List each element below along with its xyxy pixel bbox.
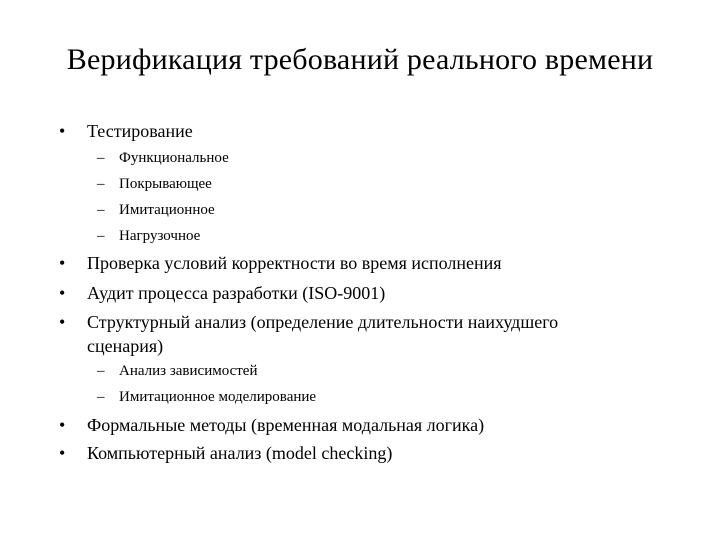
bullet-icon: • xyxy=(59,312,66,332)
bullet-icon: • xyxy=(59,443,66,463)
bullet-text: Структурный анализ (определение длительности наихудшего xyxy=(87,312,559,332)
bullet-text: Компьютерный анализ (model checking) xyxy=(87,443,393,463)
bullet-icon: • xyxy=(59,121,66,141)
bullet-text: Тестирование xyxy=(87,121,193,141)
bullet-text-continuation: сценария) xyxy=(87,336,164,356)
bullet-icon: • xyxy=(59,283,66,303)
dash-icon: – xyxy=(97,176,105,192)
sub-item-text: Функциональное xyxy=(119,150,229,166)
dash-icon: – xyxy=(97,228,105,244)
slide-title: Верификация требований реального времени xyxy=(66,43,654,76)
bullet-text: Аудит процесса разработки (ISO-9001) xyxy=(87,283,386,303)
bullet-text: Формальные методы (временная модальная логика) xyxy=(87,415,485,435)
dash-icon: – xyxy=(97,202,105,218)
bullet-text: Проверка условий корректности во время исполнения xyxy=(87,253,502,273)
dash-icon: – xyxy=(97,363,105,379)
sub-item-text: Покрывающее xyxy=(119,176,212,192)
dash-icon: – xyxy=(97,389,105,405)
sub-item-text: Анализ зависимостей xyxy=(119,363,258,379)
bullet-icon: • xyxy=(59,253,66,273)
dash-icon: – xyxy=(97,150,105,166)
sub-item-text: Нагрузочное xyxy=(119,228,201,244)
sub-item-text: Имитационное моделирование xyxy=(119,389,317,405)
sub-item-text: Имитационное xyxy=(119,202,215,218)
bullet-icon: • xyxy=(59,415,66,435)
